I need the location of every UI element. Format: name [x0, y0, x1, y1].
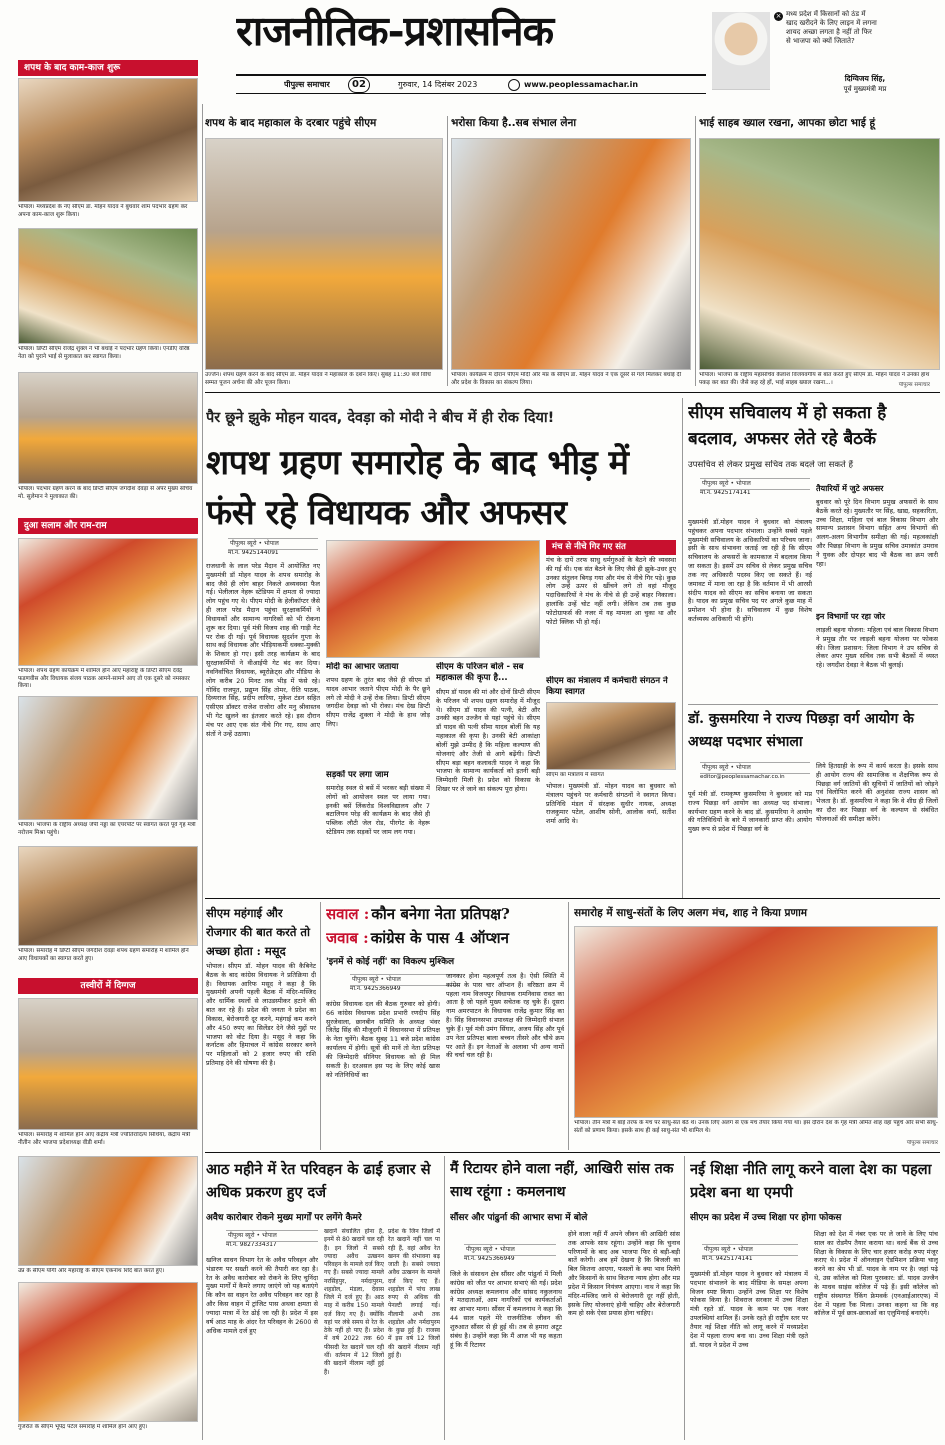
- section-tag-oath-work: शपथ के बाद काम-काज शुरू: [18, 60, 198, 76]
- nep-headline: नई शिक्षा नीति लागू करने वाला देश का पहला प्रदेश बना था एमपी: [690, 1161, 932, 1201]
- bottom-row-divider: [205, 1152, 940, 1153]
- mid-divider-2: [568, 902, 569, 1150]
- kamalnath-headline: मैं रिटायर होने वाला नहीं, आखिरी सांस तक साथ रहूंगा : कमलनाथ: [450, 1161, 674, 1200]
- saints-stage-title: समारोह में साधु-संतों के लिए अलग मंच, शाह ने किया प्रणाम: [574, 907, 808, 919]
- right-text-2: बुधवार को पूरे दिन विभाग प्रमुख अफसरों के साथ बैठकें करते रहे। मुख्यतौर पर सिंह, खाद्य, सहकारिता, उच्च शिक्षा, महिला एवं बाल विकास विभाग और सामान्य प्रशासन विभाग सहित अन्य विभागों की अलग-अलग विभागीय समीक्षा की गई। महत्वकांक्षी और पिछड़ा विभाग के प्रमुख सचिव उमाकांत उमराव ने युवक और दोपहर बाद भी बैठक का क्रम जारी रहा।: [816, 498, 938, 568]
- kamalnath-col-1: जिले के संसाधन क्षेत्र सौंसर और पांढुर्ना में मिली कांग्रेस को जीत पर आभार सभाएं की गईं। प्रदेश कांग्रेस अध्यक्ष कमलनाथ और सांसद नकुलनाथ ने मतदाताओं, आम नागरिकों एवं कार्यकर्ताओं का आभार माना। सौंसर में कमलनाथ ने कहा कि 44 साल पहले मेरे राजनीतिक जीवन की शुरुआत सौंसर से ही हुई थी। तब से हमारा अटूट संबंध है। उन्होंने कहा कि मैं आज भी यह कहता हूं कि मैं रिटायर: [450, 1270, 562, 1349]
- right-divider: [688, 704, 938, 705]
- mid-row-divider: [205, 898, 940, 899]
- sand-col-1: खनिज साधन विभाग रेत के अवैध परिवहन और भंडारण पर सख्ती करने की तैयारी कर रहा है। रेत के अवैध कारोबार को रोकने के लिए चुनिंदा मुख्य मार्गों में कैमरे लगाए जाएंगे जो यह बताएंगे कि कौन सा वाहन रेत अवैध परिवहन कर रहा है और किस वाहन में ट्रांजिट पास अथवा क्षमता से ज्यादा मात्रा में रेत ढोई जा रही है। प्रदेश में इस वर्ष आठ माह के अंदर रेत परिवहन के 2600 से अधिक मामले दर्ज हुए: [206, 1256, 318, 1335]
- sidebar-photo-4: [18, 538, 198, 666]
- jawab-label: जवाब :: [326, 929, 369, 947]
- sand-col-3: प्रदेश के जिन जिलों में रेत खदानें नहीं चल पा रही हैं, वहां अवैध रेत खनन की संभावना बढ़ जाती है। सबसे ज्यादा अवैध उत्खनन के मामले दर्ज किए गए हैं। शहडोल में पांच लाख रुपए से अधिक की पेनल्टी लगाई गई। नीलामी अभी तक शहडोल और नर्मदापुरम के कुछ हुई हैं। राजस्व में इस वर्ष 12 जिलों की खदानें नीलाम नहीं हुई हैं।: [388, 1228, 440, 1359]
- sub3-text: सीएम डॉ यादव की मां और दोनों डिप्टी सीएम के परिजन भी शपथ ग्रहण समारोह में मौजूद थे। सीएम डॉ यादव की पत्नी, बेटी और उनकी बहन उज्जैन से यहां पहुंचे थे। सीएम डॉ यादव की पत्नी सीमा यादव बोलीं कि यह महाकाल की कृपा है। उनकी बेटी आकांक्षा बोलीं मुझे उम्मीद है कि महिला कल्याण की योजनाएं और तेजी से आगे बढ़ेंगी। डिप्टी सीएम बड़ा बहन कलावती यादव ने कहा कि भाजपा के सामान्य कार्यकर्ता को इतनी बड़ी जिम्मेदारी मिली है। प्रदेश को विकास के शिखर पर ले जाने का संकल्प पूरा होगा।: [436, 688, 540, 794]
- lop-text-2: जानकार होना महत्वपूर्ण तत्व है। ऐसी स्थिति में कांग्रेस के पास चार ऑप्शन हैं। वरिष्ठता क्रम में पहला नाम विजयपुर विधायक रामनिवास रावत का आता है जो पहले मुख्य सचेतक रह चुके हैं। दूसरा नाम अमरपाटन के विधायक राजेंद्र कुमार सिंह का है। सिंह विधानसभा उपाध्यक्ष की जिम्मेदारी संभाल चुके हैं। पूर्व मंत्री उमंग सिंघार, अजय सिंह और पूर्व उप नेता प्रतिपक्ष बाला बच्चन तीसरे और चौथे क्रम पर आते हैं। इन नेताओं के अलावा भी अन्य नामों की चर्चा चल रही है।: [446, 972, 564, 1060]
- sub3-title: सीएम के परिजन बोले - सब महाकाल की कृपा है...: [436, 662, 524, 684]
- quote-text: मध्य प्रदेश में किसानों को ठंड में खाद खरीदने के लिए लाइन में लगना शायद अच्छा लगता है नहीं तो फिर से भाजपा को क्यों जिताते?: [786, 10, 877, 46]
- sidebar-photo-3: [18, 372, 198, 484]
- photo-story-3-caption: भोपाल। भाजपा के राष्ट्रीय महासचिव कैलाश विजयवर्गीय से बात करते हुए सीएम डॉ. मोहन यादव ने उनका हाथ पकड़ कर बात की। जैसे कह रहे हों, भाई साहब ख्याल रखना...।: [699, 372, 930, 386]
- lop-subhead: 'इनमें से कोई नहीं' का विकल्प मुश्किल: [326, 957, 455, 967]
- sidebar-caption-9: गुजरात के सीएम भूपेंद्र पटेल समारोह में शामिल होने आए हुए।: [18, 1424, 148, 1430]
- website-link[interactable]: www.peoplessamachar.in: [524, 80, 639, 89]
- lead-headline: शपथ ग्रहण समारोह के बाद भीड़ में फंसे रहे विधायक और अफसर: [206, 443, 629, 533]
- sidebar-caption-4: भोपाल। शपथ ग्रहण कार्यक्रम में शामिल होने आए महाराष्ट्र के डिप्टी सीएम देवेंद्र फडणवीस और विधायक संजय पाठक आमने-सामने आए तो एक दूसरे को नमस्कार किया।: [18, 668, 190, 690]
- nep-byline: पीपुल्स ब्यूरो • भोपाल: [702, 1244, 798, 1256]
- sidebar-caption-1: भोपाल। मध्यप्रदेश के नए सीएम डॉ. मोहन यादव ने बुधवार शाम पदभार ग्रहण कर अपना काम-काज शुरू किया।: [18, 204, 188, 218]
- close-circle-icon: ×: [775, 12, 782, 20]
- sub5-text: भोपाल। मुख्यमंत्री डॉ. मोहन यादव का बुधवार को मंत्रालय पहुंचने पर कर्मचारी संगठनों ने स्वागत किया। प्रतिनिधि मंडल में संरक्षक सुधीर नायक, अध्यक्ष राजकुमार पटेल, आशीष सोनी, आलोक वर्मा, सतीश शर्मा आदि थे।: [546, 782, 676, 826]
- kamalnath-byline: पीपुल्स ब्यूरो • भोपाल: [464, 1244, 556, 1256]
- sidebar-photo-9: [18, 1282, 198, 1422]
- sidebar-photo-7: [18, 998, 198, 1130]
- right-text-3: लाड़ली बहना योजना: महिला एवं बाल विकास विभाग ने प्रमुख तौर पर लाड़ली बहना योजना पर फोकस की। जिला प्रशासन: जिला विभाग ने उप सचिव से लेकर अपर मुख्य सचिव तक सभी बैठकों में व्यस्त रहे। जगदीश देवड़ा ने बैठक भी बुलाई।: [816, 626, 938, 670]
- lead-kicker: पैर छूने झुके मोहन यादव, देवड़ा को मोदी ने बीच में ही रोक दिया!: [206, 410, 555, 426]
- date: गुरुवार, 14 दिसंबर 2023: [398, 80, 478, 89]
- nep-col-2: शिक्षा को देश में नंबर एक पर ले जाने के लिए पांच साल का रोडमैप तैयार कराया था। वर्ल्ड बैंक से उच्च शिक्षा के विकास के लिए चार हजार करोड़ रुपए मंजूर कराए थे। प्रदेश में ऑनलाइन ऐडमिशन प्रक्रिया चालू करने का श्रेय भी डॉ. यादव के नाम पर है। जहां पढ़े थे, उस कॉलेज को मिला पुरस्कार: डॉ. यादव उज्जैन के माधव साइंस कॉलेज में पढ़े हैं। इसी कॉलेज को राष्ट्रीय संस्थागत रैंकिंग फ्रेमवर्क (एनआईआरएफ) में देश में पहला रैंक मिला। उनका कहना था कि वह कॉलेज में पूर्व छात्र-छात्राओं का एलुमिनाई बनाएंगे।: [814, 1230, 938, 1318]
- saints-photo-credit: पीपुल्स समाचार: [906, 1140, 938, 1146]
- jawab-line: [326, 928, 564, 952]
- sub5-caption: सीएम का मंत्रालय में स्वागत: [546, 772, 604, 778]
- sawal-line: [326, 904, 564, 928]
- lop-text-1: कांग्रेस विधायक दल की बैठक गुरुवार को होगी। 66 कांग्रेस विधायक प्रदेश प्रभारी रणदीप सिंह सुरजेवाला, छानबीन समिति के अध्यक्ष भंवर जितेंद्र सिंह की मौजूदगी में विधानसभा में प्रतिपक्ष के नेता चुनेंगे। बैठक सुबह 11 बजे प्रदेश कांग्रेस कार्यालय में होगी। सूत्रों की मानें तो नेता प्रतिपक्ष की जिम्मेदारी सीनियर विधायक को ही मिल सकती है। दरअसल इस पद के लिए कोई खास को नतिनिधियों का: [326, 1000, 440, 1079]
- photo-story-3-image: [699, 138, 940, 370]
- right-subhead: उपसचिव से लेकर प्रमुख सचिव तक बदले जा सकते हैं: [688, 460, 853, 470]
- sand-col-2: खदानें संचालित होना है, इनमें से 80 खदानें चल रही हैं। इन जिलों में सबसे ज्यादा अवैध उत्खनन परिवहन के मामले दर्ज किए गए हैं। सबसे ज्यादा मामले नरसिंहपुर, नर्मदापुरम, शहडोल, मंडला, देवास जिले में दर्ज हुए हैं। आठ माह में करीब 150 मामले दर्ज किए गए हैं। क्योंकि यहां पर लंबे समय से रेत के ठेके नहीं हो पाए हैं। प्रदेश में वर्ष 2022 तक 60 फीसदी रेत खदानें चल रही थीं। वर्तमान में 12 जिलों की खदानें नीलाम नहीं हुई हैं।: [324, 1228, 384, 1376]
- sidebar-caption-3: भोपाल। पदभार ग्रहण करने के बाद डिप्टी सीएम जगदीश देवड़ा से अपर मुख्य सचिव मो. सुलेमान ने मुलाकात की।: [18, 486, 193, 500]
- sand-phone: मो.नं. 9827334317: [226, 1242, 277, 1248]
- lop-byline: पीपुल्स ब्यूरो • भोपाल: [350, 974, 460, 986]
- photo-story-2-caption: भोपाल। कार्यक्रम में दौरान पीएम मोदी और मप्र के सीएम डॉ. मोहन यादव ने एक दूसरे से गले मिलकर बधाई दी और प्रदेश के विकास का संकल्प लिया।: [451, 372, 682, 386]
- photo-story-1-title: शपथ के बाद महाकाल के दरबार पहुंचे सीएम: [205, 117, 377, 129]
- sidebar-caption-6: भोपाल। समारोह में डिप्टी सीएम जगदीश देवड़ा शपथ ग्रहण समारोह में शामिल होने आए विधायकों का स्वागत करते हुए।: [18, 948, 189, 962]
- sidebar-divider: [202, 104, 203, 1440]
- sidebar-photo-6: [18, 846, 198, 946]
- paper-name: पीपुल्स समाचार: [284, 80, 330, 89]
- left-sidebar: [18, 60, 198, 1440]
- section-tag-greetings: दुआ सलाम और राम-राम: [18, 518, 198, 534]
- sidebar-photo-2: [18, 228, 198, 344]
- center-right-divider: [682, 398, 683, 898]
- photo-story-1-image: [205, 138, 443, 370]
- photo-story-1-caption: उज्जैन। शपथ ग्रहण करने के बाद सीएम डॉ. मोहन यादव ने महाकाल के दर्शन किए। सुबह 11:30 बजे विधि सम्मत पूजन अर्चना की और पूजन किया।: [205, 372, 431, 386]
- lead-body-col1: राजधानी के लाल परेड मैदान में आयोजित नए मुख्यमंत्री डॉ मोहन यादव के शपथ समारोह के बाद जैसे ही लोग बाहर निकले अव्यवस्था फैल गई। भेलीलाल नेहरू स्टेडियम में क्षमता से ज्यादा लोग पहुंच गए थे। पीएम मोदी के हेलीकॉप्टर जैसे ही लाल परेड मैदान पहुंचा सुरक्षाकर्मियों ने विधायकों और सामान्य नागरिकों को भी रोकना शुरू कर दिया। पूर्व मंत्री विजय शाह की गाड़ी गेट पर रोक दी गई। पूर्व विधायक सुदर्शन गुप्ता के साथ कई विधायक और भीड़ियाकर्मी धक्का-मुक्की के शिकार हो गए। इसी तरह कार्यक्रम के बाद सुरक्षाकर्मियों ने वीआईपी गेट बंद कर दिया। नवनिर्वाचित विधायक, ब्यूरोक्रेट्स और मीडिया के लोग करीब 20 मिनट तक भीड़ में फंसे रहे। गोविंद राजपूत, प्रद्युम्न सिंह तोमर, रीति पाठक, दिव्यराज सिंह, प्रदीप लारिया, मुकेश टंडन सहित एसीएस डॉक्टर राजेश राजोरा और मनु श्रीवास्तव भी गेट खुलने का इंतजार करते रहे। इस दौरान मंच पर आए एक संत नीचे गिर गए, साथ आए संतों ने उन्हें उठाया।: [206, 562, 320, 738]
- masood-headline: सीएम महंगाई और रोजगार की बात करते तो अच्छा होता : मसूद: [206, 906, 310, 958]
- saints-stage-photo: [574, 926, 938, 1118]
- sub-text-2: लिये हितग्राही के रूप में कार्य करता है। इसके साथ ही आयोग राज्य की सामाजिक व शैक्षणिक रूप से पिछड़ा वर्ग जातियों की सूचियों में जातियों को जोड़ने एवं विलोपित करने की अनुशंसा राज्य शासन को भेजता है। डॉ. कुसमरिया ने कहा कि वे शीघ्र ही जिलों का दौरा कर पिछड़ा वर्ग के कल्याण से संबंधित योजनाओं की समीक्षा करेंगे।: [816, 762, 938, 823]
- right-phone: मो.नं. 9425174141: [700, 490, 751, 496]
- top-photo-row: [205, 116, 940, 394]
- right-text-2-title: तैयारियों में जुटे अफसर: [816, 484, 884, 493]
- sub-headline-kusmariya: डॉ. कुसमरिया ने राज्य पिछड़ा वर्ग आयोग के अध्यक्ष पदभार संभाला: [688, 711, 914, 750]
- photo-story-2-image: [451, 138, 691, 370]
- bottom-divider-1: [444, 1156, 445, 1440]
- sidebar-photo-1: [18, 78, 198, 202]
- nep-phone: मो.नं. 9425174141: [702, 1256, 753, 1262]
- photo-story-2-title: भरोसा किया है..सब संभाल लेना: [451, 117, 577, 129]
- lead-phone: मो.नं. 9425144091: [228, 550, 279, 556]
- photo-divider-2: [695, 116, 696, 386]
- sand-headline: आठ महीने में रेत परिवहन के ढाई हजार से अधिक प्रकरण हुए दर्ज: [206, 1161, 431, 1201]
- sub-email[interactable]: editor@peoplessamachar.co.in: [700, 774, 785, 780]
- sidebar-photo-8: [18, 1156, 198, 1266]
- sub2-title: सड़कों पर लगा जाम: [326, 770, 389, 780]
- sand-subhead: अवैध कारोबार रोकने मुख्य मार्गों पर लगेंगे कैमरे: [206, 1213, 362, 1223]
- sidebar-caption-8: उप्र के सीएम योगी और महाराष्ट्र के सीएम एकनाथ शिंदे बात करते हुए।: [18, 1268, 165, 1274]
- photo-credit: पीपुल्स समाचार: [898, 382, 930, 388]
- right-byline: पीपुल्स ब्यूरो • भोपाल: [700, 478, 810, 490]
- masthead-info-bar: [236, 74, 706, 94]
- saints-stage-caption: भोपाल। तीन मंत्रों में बाईं तरफ के मंच पर साधु-संत बैठे थे। उनके लिए अलग से एक मंच तैयार किया गया था। इस दौरान देश के गृह मंत्री अमित शाह वहां पहुंचे और सभी साधु-संतों को प्रणाम किया। इसके साथ ही कई साधु-संत भी शामिल थे।: [574, 1120, 938, 1134]
- sidebar-photo-5: [18, 696, 198, 820]
- nep-col-1: मुख्यमंत्री डॉ.मोहन यादव ने बुधवार को मंत्रालय में पदभार संभालने के बाद मीडिया के समक्ष अपना विजन स्पष्ट किया। उन्होंने उच्च शिक्षा पर विशेष फोकस किया है। शिवराज सरकार में उच्च शिक्षा मंत्री रहते डॉ. यादव के काम पर एक नजर उपलब्धियां शामिल हैं। उनके रहते ही राष्ट्रीय स्तर पर तैयार नई शिक्षा नीति को लागू करने में मध्यप्रदेश देश में पहला राज्य बना था। उच्च शिक्षा मंत्री रहते डॉ. यादव ने प्रदेश में उच्च: [690, 1270, 808, 1349]
- jawab-text: कांग्रेस के पास 4 ऑप्शन: [370, 929, 509, 947]
- right-text-1: मुख्यमंत्री डॉ.मोहन यादव ने बुधवार को मंत्रालय पहुंचकर अपना पदभार संभाला। उन्होंने सबसे पहले मुख्यमंत्री सचिवालय के अधिकारियों का परिचय जाना। इसी के साथ संभावना जताई जा रही है कि सीएम सचिवालय के अफसरों के कामकाज में बदलाव किया जा सकता है। इसमें उप सचिव से लेकर प्रमुख सचिव तक नए अधिकारी पदस्थ किए जा सकते हैं। नई जमावट में माना जा रहा है कि वर्तमान में भी आरसी संदीप यादव को सीएम का सचिव बनाया जा सकता है। यादव का प्रमुख सचिव पद पर अगले कुछ माह में प्रमोशन भी होना है। सचिवालय में कुछ विशेष कर्तव्यस्थ अधिकारी भी होंगे।: [688, 518, 812, 624]
- bottom-divider-2: [684, 1156, 685, 1440]
- sidebar-caption-7: भोपाल। समारोह में शामिल होने आए केंद्रीय मंत्री ज्योतिरादित्य सिंधिया, केंद्रीय मंत्री नीतीन और भाजपा प्रदेशाध्यक्ष वीडी शर्मा।: [18, 1132, 191, 1146]
- quote-author-title: पूर्व मुख्यमंत्री मप्र: [843, 85, 887, 93]
- lead-byline: पीपुल्स ब्यूरो • भोपाल: [228, 538, 318, 550]
- sub1-text: शपथ ग्रहण के तुरंत बाद जैसे ही सीएम डॉ यादव आभार जताने पीएम मोदी के पैर छूने लगे तो मोदी ने उन्हें रोक लिया। डिप्टी सीएम जगदीश देवड़ा को भी रोका। मंच देख डिप्टी सीएम राजेंद्र शुक्ला ने मोदी के हाथ जोड़ लिए।: [326, 676, 430, 729]
- lop-phone: मो.नं. 9425366949: [350, 986, 401, 992]
- quote-box: [708, 6, 940, 98]
- sawal-label: सवाल :: [326, 905, 370, 923]
- section-title: राजनीतिक-प्रशासनिक: [236, 7, 554, 55]
- sidebar-caption-2: भोपाल। डिप्टी सीएम राजेंद्र शुक्ल ने भी बधाई ने पदभार ग्रहण किया। एनडीए वरिष्ठ नेता को पुराने भाई से मुलाकात कर स्वागत किया।: [18, 346, 190, 360]
- photo-divider-1: [447, 116, 448, 386]
- sub5-title: सीएम का मंत्रालय में कर्मचारी संगठन ने किया स्वागत: [546, 676, 668, 698]
- kamalnath-col-2: होने वाला नहीं मैं अपने जीवन की आखिरी सांस तक आपके साथ रहूंगा। उन्होंने कहा कि चुनाव परिणामों के बाद अब भाजपा फिर से बड़ी-बड़ी बातें करेगी। अब हमें देखना है कि बिजली का बिल कितना आएगा, फसलों के क्या भाव मिलेंगे और किसानों के साथ कितना न्याय होगा और मप्र प्रदेश में किसान नियंत्रण आएगा। नाथ ने कहा कि मंदिर-मस्जिद जाने से बेरोजगारी दूर नहीं होती, इसके लिए योजनाएं होनी चाहिए और बेरोजगारी कम हो सके ऐसा प्रयास होना चाहिए।: [568, 1230, 680, 1318]
- photo-story-3-title: भाई साहब ख्याल रखना, आपका छोटा भाई हूं: [699, 117, 876, 129]
- right-text-3-title: इन विभागों पर रहा जोर: [816, 612, 885, 621]
- lead-photo: [326, 540, 540, 658]
- sub1-title: मोदी का आभार जताया: [326, 662, 399, 672]
- sawal-text: कौन बनेगा नेता प्रतिपक्ष?: [371, 905, 510, 923]
- sub-text-1: पूर्व मंत्री डॉ. रामकृष्ण कुसमरिया ने बुधवार को मप्र राज्य पिछड़ा वर्ग आयोग का अध्यक्ष पद संभाला। कार्यभार ग्रहण करने के बाद डॉ. कुसमरिया ने आयोग की गतिविधियों के बारे में जानकारी प्राप्त की। आयोग मुख्य रूप से प्रदेश में पिछड़ा वर्ग के: [688, 790, 812, 834]
- sub2-text: समारोह स्थल से बसें में भरकर बड़ी संख्या में लोगों को आयोजन स्थल पर लाया गया। इनकी बसें लिंकरोड विश्वविद्यालय और 7 बटालियन परेड़ की कार्यक्रम के बाद जैसे ही पब्लिक लौटी जेल रोड, पीरगेट के नेहरू स्टेडियम तक सड़कों पर जाम लग गया।: [326, 784, 430, 837]
- nep-subhead: सीएम का प्रदेश में उच्च शिक्षा पर होगा फोकस: [690, 1213, 842, 1223]
- kamalnath-subhead: सौंसर और पांढुर्ना की आभार सभा में बोले: [450, 1213, 588, 1223]
- sub5-photo: [546, 702, 676, 770]
- quote-portrait: [712, 12, 770, 90]
- mid-divider-1: [320, 902, 321, 1150]
- sub4-text: मंच के दायें तरफ साधु धर्मगुरुओं के बैठने की व्यवस्था की गई थी। एक संत बैठने के लिए जैसे ही झुके-उधर हुए उनका संतुलन बिगड़ गया और मंच से नीचे गिर पड़े। कुछ लोग उन्हें ऊपर से खींचने लगे तो वहां मौजूद पदाधिकारियों ने मंच के नीचे से ही उन्हें बाहर निकाला। हालांकि उन्हें चोट नहीं लगी। लेकिन तब तक कुछ फोटोग्राफर्स की नजर में यह मामला आ चुका था और फोटो क्लिक भी हो गई।: [546, 556, 676, 626]
- sand-byline: पीपुल्स ब्यूरो • भोपाल: [226, 1230, 318, 1242]
- masood-text: भोपाल। सीएम डॉ. मोहन यादव की कैबिनेट बैठक के बाद कांग्रेस विधायक ने प्रतिक्रिया दी है। विधायक आरिफ मसूद ने कहा है कि मुख्यमंत्री अपनी पहली बैठक में मंदिर-मस्जिद और धार्मिक स्थलों से लाउडस्पीकर हटाने की बात कर रहे हैं। प्रदेश की जनता ने प्रदेश का विकास, बेरोजगारी दूर करने, महंगाई कम करने और 450 रुपए का सिलेंडर देने जैसे मुद्दों पर भाजपा को वोट दिया है। मसूद ने कहा कि कर्नाटक और हिमाचल में कांग्रेस सरकार बनने पर महिलाओं को 2 हजार रुपए की राशि प्रतिमाह देने की घोषणा की है।: [206, 962, 316, 1068]
- globe-icon: [508, 79, 520, 91]
- right-headline: सीएम सचिवालय में हो सकता है बदलाव, अफसर लेते रहे बैठकें: [688, 403, 887, 449]
- quote-author: दिग्विजय सिंह,: [844, 74, 886, 83]
- top-row-divider: [205, 392, 940, 393]
- kamalnath-phone: मो.नं. 9425366949: [464, 1256, 515, 1262]
- section-tag-leaders: तस्वीरों में दिग्गज: [18, 978, 198, 994]
- sub4-title: मंच से नीचे गिर गए संत: [546, 540, 676, 555]
- page-number: 02: [348, 77, 370, 93]
- sub-byline: पीपुल्स ब्यूरो • भोपाल: [700, 762, 810, 774]
- sidebar-caption-5: भोपाल। भाजपा के राष्ट्रीय अध्यक्ष जेपी नड्डा का एयरपोर्ट पर स्वागत करते पूर्व गृह मंत्री नरोत्तम मिश्रा पहुंचे।: [18, 822, 196, 836]
